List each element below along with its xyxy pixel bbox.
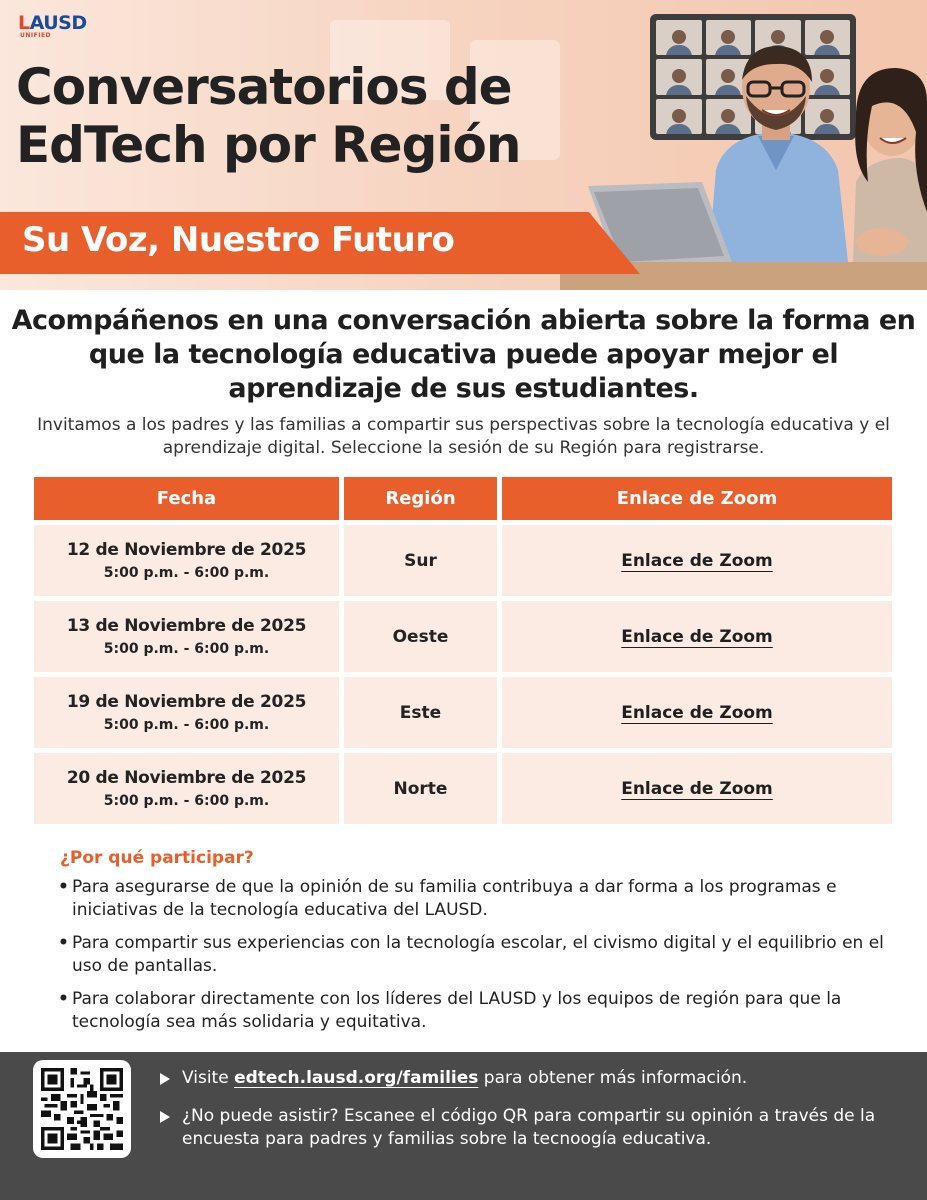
session-date: 13 de Noviembre de 2025 xyxy=(66,616,307,636)
session-region: Norte xyxy=(393,778,448,799)
table-row xyxy=(34,601,892,672)
intro-heading: Acompáñenos en una conversación abierta sobre la forma en que la tecnología educativa puede apoyar mejor el aprendizaje de sus estudiantes. xyxy=(11,305,916,404)
table-header-row xyxy=(34,477,892,520)
session-region: Sur xyxy=(404,550,437,571)
list-item: • Para compartir sus experiencias con la tecnología escolar, el civismo digital y el equilibrio en el uso de pantallas. xyxy=(58,932,888,978)
intro-description: Invitamos a los padres y las familias a compartir sus perspectivas sobre la tecnología educativa y el aprendizaje digital. Seleccione la sesión de su Región para registrarse. xyxy=(37,415,890,458)
session-time: 5:00 p.m. - 6:00 p.m. xyxy=(103,717,270,733)
session-region: Oeste xyxy=(392,626,449,647)
play-triangle-icon xyxy=(160,1111,170,1123)
why-participate-heading: ¿Por qué participar? xyxy=(60,848,254,868)
zoom-link-este[interactable]: Enlace de Zoom xyxy=(621,702,773,723)
header-region: Región xyxy=(344,477,497,520)
page-title-line-2: EdTech por Región xyxy=(16,116,521,174)
zoom-link-sur[interactable]: Enlace de Zoom xyxy=(621,550,773,571)
region-cell xyxy=(344,753,497,824)
date-cell xyxy=(34,753,339,824)
session-time: 5:00 p.m. - 6:00 p.m. xyxy=(103,641,270,657)
region-cell xyxy=(344,525,497,596)
footer-survey-line xyxy=(160,1105,880,1151)
zoom-link-norte[interactable]: Enlace de Zoom xyxy=(621,778,773,799)
zoom-link-oeste[interactable]: Enlace de Zoom xyxy=(621,626,773,647)
qr-code-icon xyxy=(41,1068,123,1150)
session-time: 5:00 p.m. - 6:00 p.m. xyxy=(103,565,270,581)
session-date: 12 de Noviembre de 2025 xyxy=(66,540,307,560)
visit-prefix: Visite xyxy=(182,1068,235,1088)
session-region: Este xyxy=(399,702,442,723)
list-item: • Para asegurarse de que la opinión de su familia contribuya a dar forma a los programas e iniciativas de la tecnología educativa del LAUSD. xyxy=(58,876,888,922)
video-tile xyxy=(656,59,702,94)
table-row xyxy=(34,677,892,748)
lausd-logo xyxy=(18,14,87,39)
page-title-line-1: Conversatorios de xyxy=(16,58,512,116)
zoom-cell xyxy=(502,753,892,824)
table-row xyxy=(34,753,892,824)
survey-text: ¿No puede asistir? Escanee el código QR para compartir su opinión a través de la encuesta para padres y familias sobre la tecnoogía educativa. xyxy=(182,1106,876,1149)
logo-letter-l: L xyxy=(18,12,30,34)
families-website-link[interactable]: edtech.lausd.org/families xyxy=(234,1068,479,1088)
zoom-cell xyxy=(502,601,892,672)
why-participate-list xyxy=(58,876,888,1044)
qr-code[interactable] xyxy=(33,1060,131,1158)
page-title xyxy=(16,58,616,174)
date-cell xyxy=(34,525,339,596)
header-fecha: Fecha xyxy=(34,477,339,520)
region-cell xyxy=(344,601,497,672)
list-item: • Para colaborar directamente con los líderes del LAUSD y los equipos de región para que la tecnología sea más solidaria y equitativa. xyxy=(58,988,888,1034)
header-zoom-link: Enlace de Zoom xyxy=(502,477,892,520)
logo-subtitle: UNIFIED xyxy=(20,32,52,39)
hero-banner xyxy=(0,0,927,290)
date-cell xyxy=(34,677,339,748)
smiling-woman-illustration xyxy=(842,62,927,290)
footer-visit-line xyxy=(160,1067,880,1090)
region-cell xyxy=(344,677,497,748)
zoom-cell xyxy=(502,677,892,748)
video-tile xyxy=(656,99,702,134)
session-time: 5:00 p.m. - 6:00 p.m. xyxy=(103,793,270,809)
date-cell xyxy=(34,601,339,672)
tagline-text: Su Voz, Nuestro Futuro xyxy=(22,220,455,260)
play-triangle-icon xyxy=(160,1073,170,1085)
table-row xyxy=(34,525,892,596)
visit-suffix: para obtener más información. xyxy=(478,1068,748,1088)
zoom-cell xyxy=(502,525,892,596)
session-date: 20 de Noviembre de 2025 xyxy=(66,768,307,788)
session-date: 19 de Noviembre de 2025 xyxy=(66,692,307,712)
session-schedule-table xyxy=(34,477,892,824)
logo-letters-ausd: AUSD xyxy=(29,12,87,34)
video-tile xyxy=(656,20,702,55)
